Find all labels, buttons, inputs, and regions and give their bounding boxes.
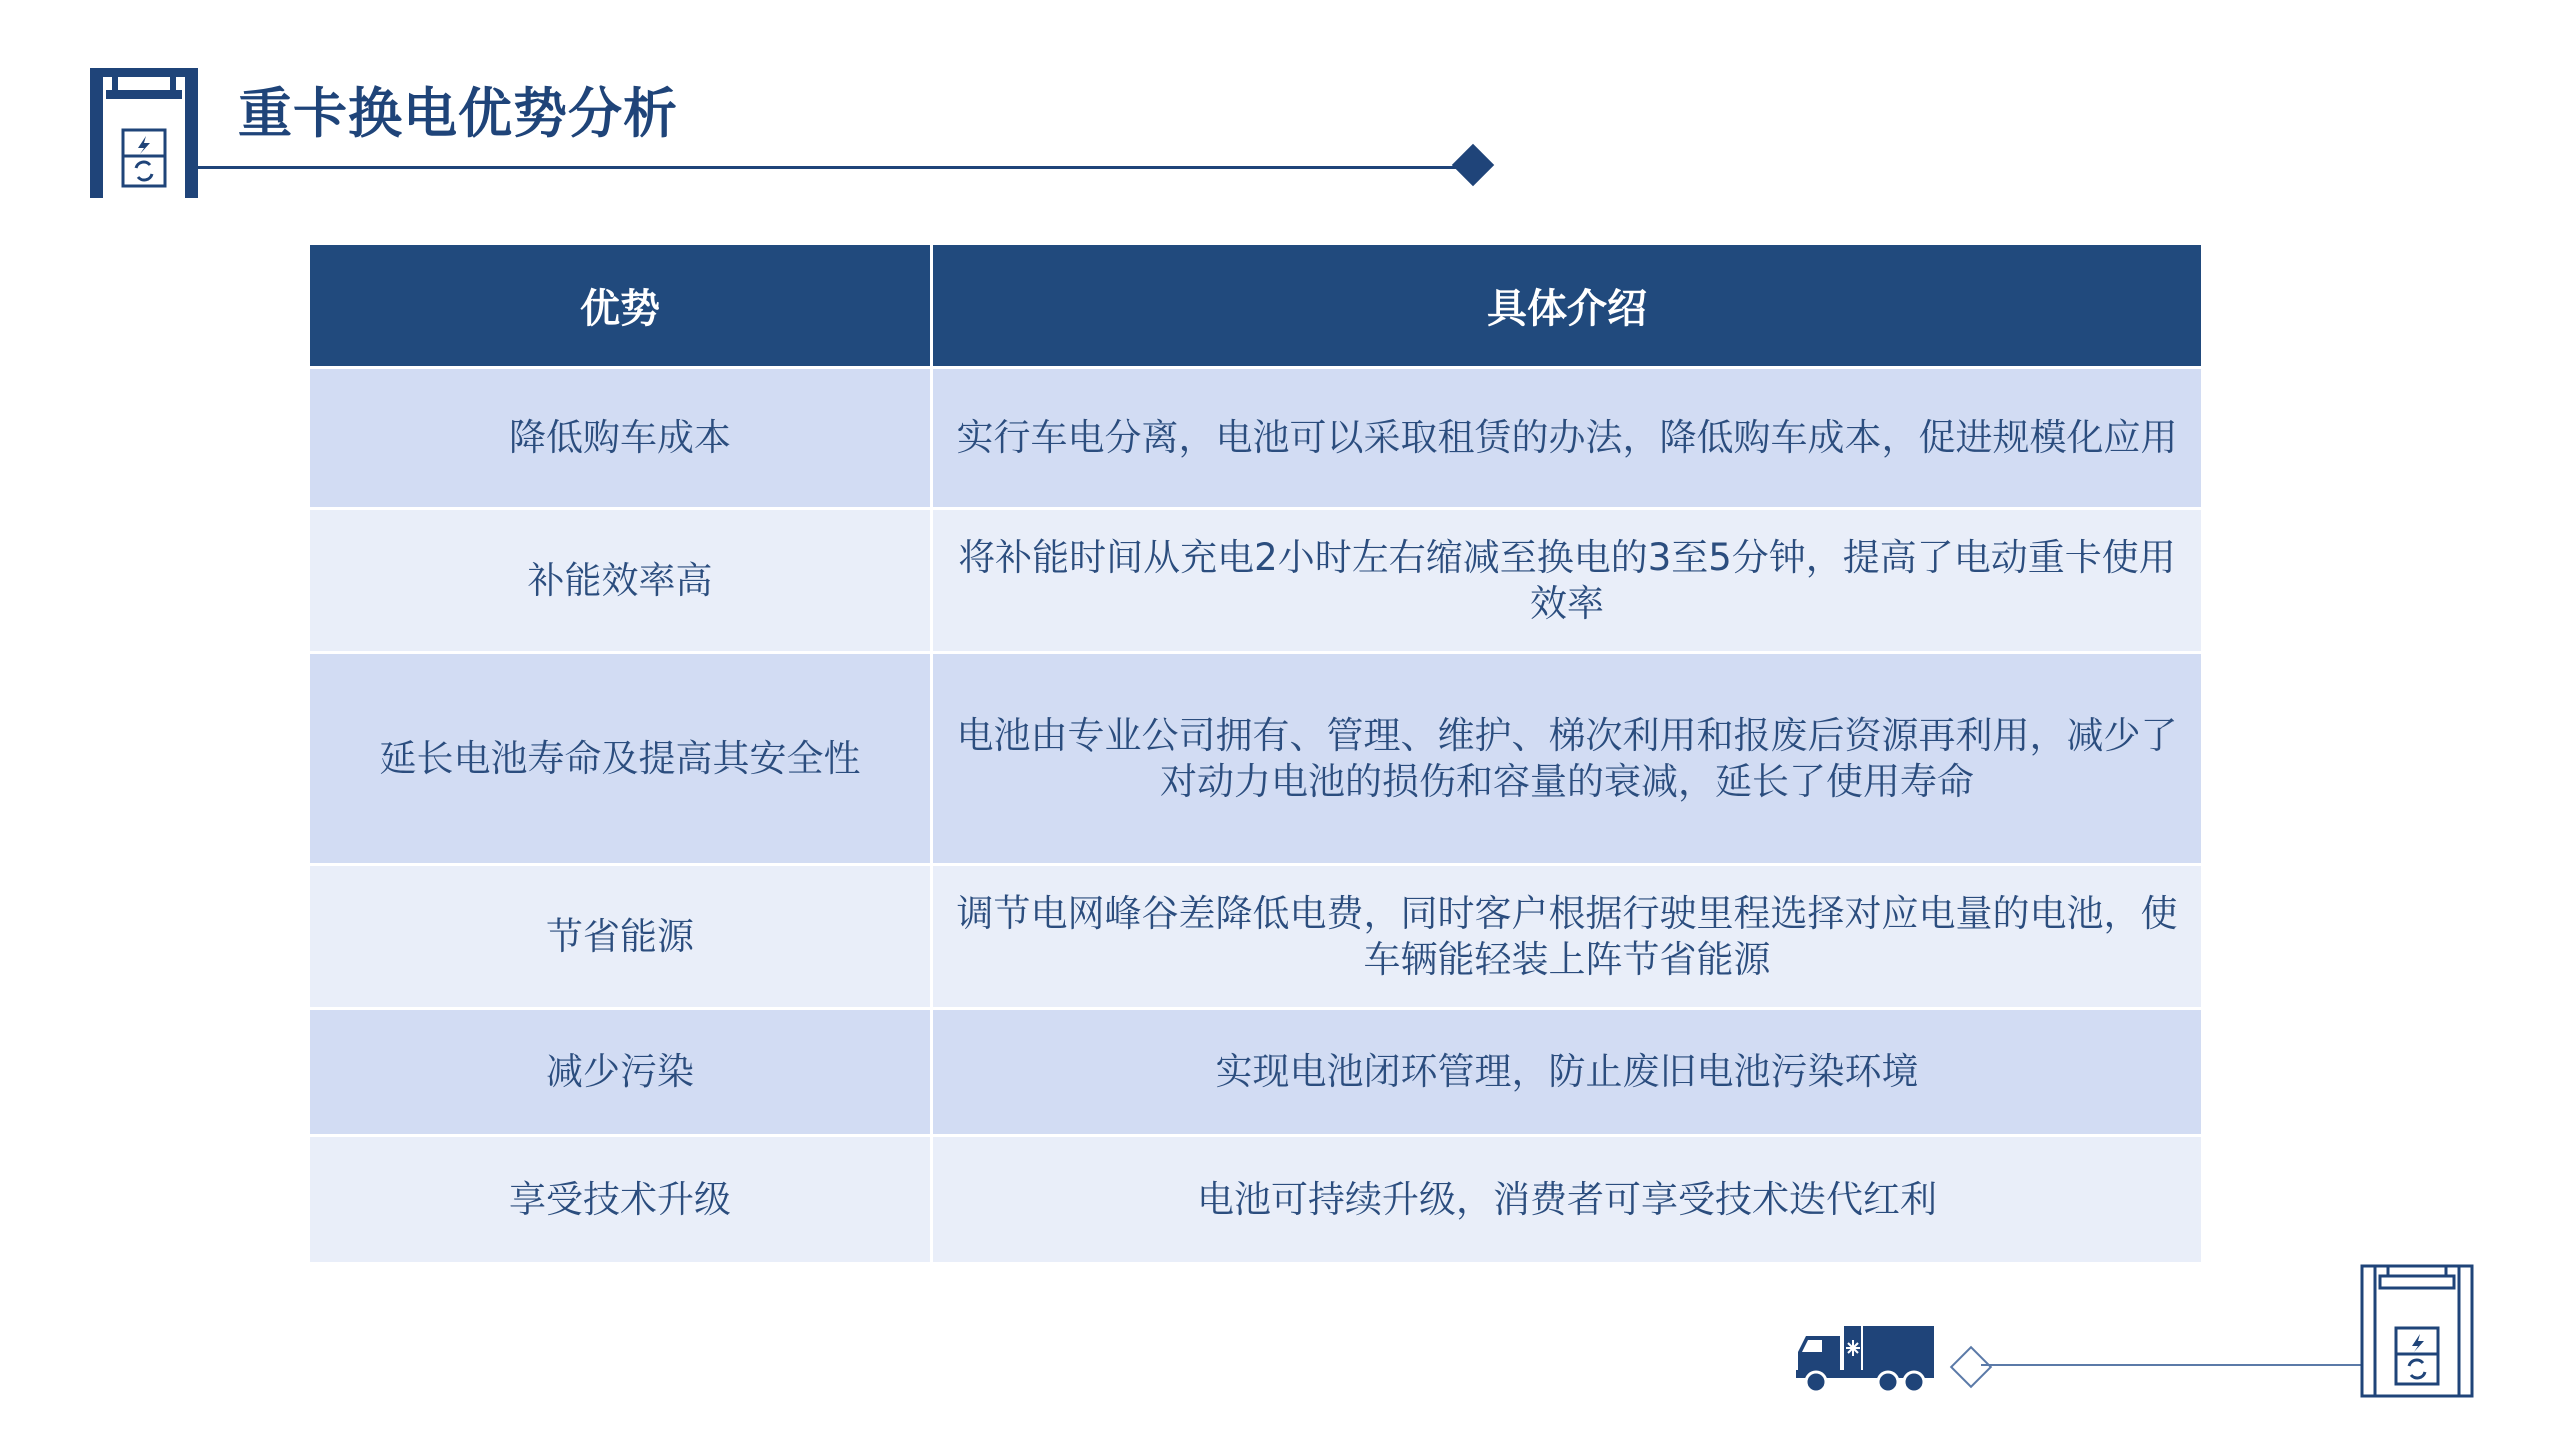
- advantage-cell: 节省能源: [309, 865, 932, 1009]
- advantage-cell: 享受技术升级: [309, 1136, 932, 1264]
- page-title: 重卡换电优势分析: [238, 82, 678, 145]
- advantage-cell: 减少污染: [309, 1009, 932, 1136]
- detail-cell: 电池可持续升级，消费者可享受技术迭代红利: [932, 1136, 2203, 1264]
- table-row: [309, 1009, 2203, 1136]
- bottom-diamond: [1950, 1346, 1992, 1388]
- table-row: [309, 509, 2203, 653]
- battery-swap-station-icon: [90, 68, 198, 200]
- battery-swap-station-icon: [2360, 1262, 2476, 1398]
- table-row: [309, 865, 2203, 1009]
- advantage-cell: 降低购车成本: [309, 368, 932, 509]
- advantage-cell: 延长电池寿命及提高其安全性: [309, 653, 932, 865]
- detail-cell: 实现电池闭环管理，防止废旧电池污染环境: [932, 1009, 2203, 1136]
- table-row: [309, 653, 2203, 865]
- table-row: [309, 368, 2203, 509]
- detail-cell: 电池由专业公司拥有、管理、维护、梯次利用和报废后资源再利用，减少了对动力电池的损伤和容量的衰减，延长了使用寿命: [932, 653, 2203, 865]
- detail-cell: 调节电网峰谷差降低电费，同时客户根据行驶里程选择对应电量的电池，使车辆能轻装上阵节省能源: [932, 865, 2203, 1009]
- table-header-row: [309, 244, 2203, 368]
- advantages-table: [307, 242, 2204, 1265]
- truck-icon: [1796, 1322, 1936, 1394]
- bottom-line: [1981, 1364, 2361, 1366]
- header-advantage: 优势: [309, 244, 932, 368]
- advantage-cell: 补能效率高: [309, 509, 932, 653]
- title-diamond: [1452, 144, 1494, 186]
- detail-cell: 将补能时间从充电2小时左右缩减至换电的3至5分钟，提高了电动重卡使用效率: [932, 509, 2203, 653]
- table-row: [309, 1136, 2203, 1264]
- detail-cell: 实行车电分离，电池可以采取租赁的办法，降低购车成本，促进规模化应用: [932, 368, 2203, 509]
- title-underline: [192, 166, 1475, 169]
- header-detail: 具体介绍: [932, 244, 2203, 368]
